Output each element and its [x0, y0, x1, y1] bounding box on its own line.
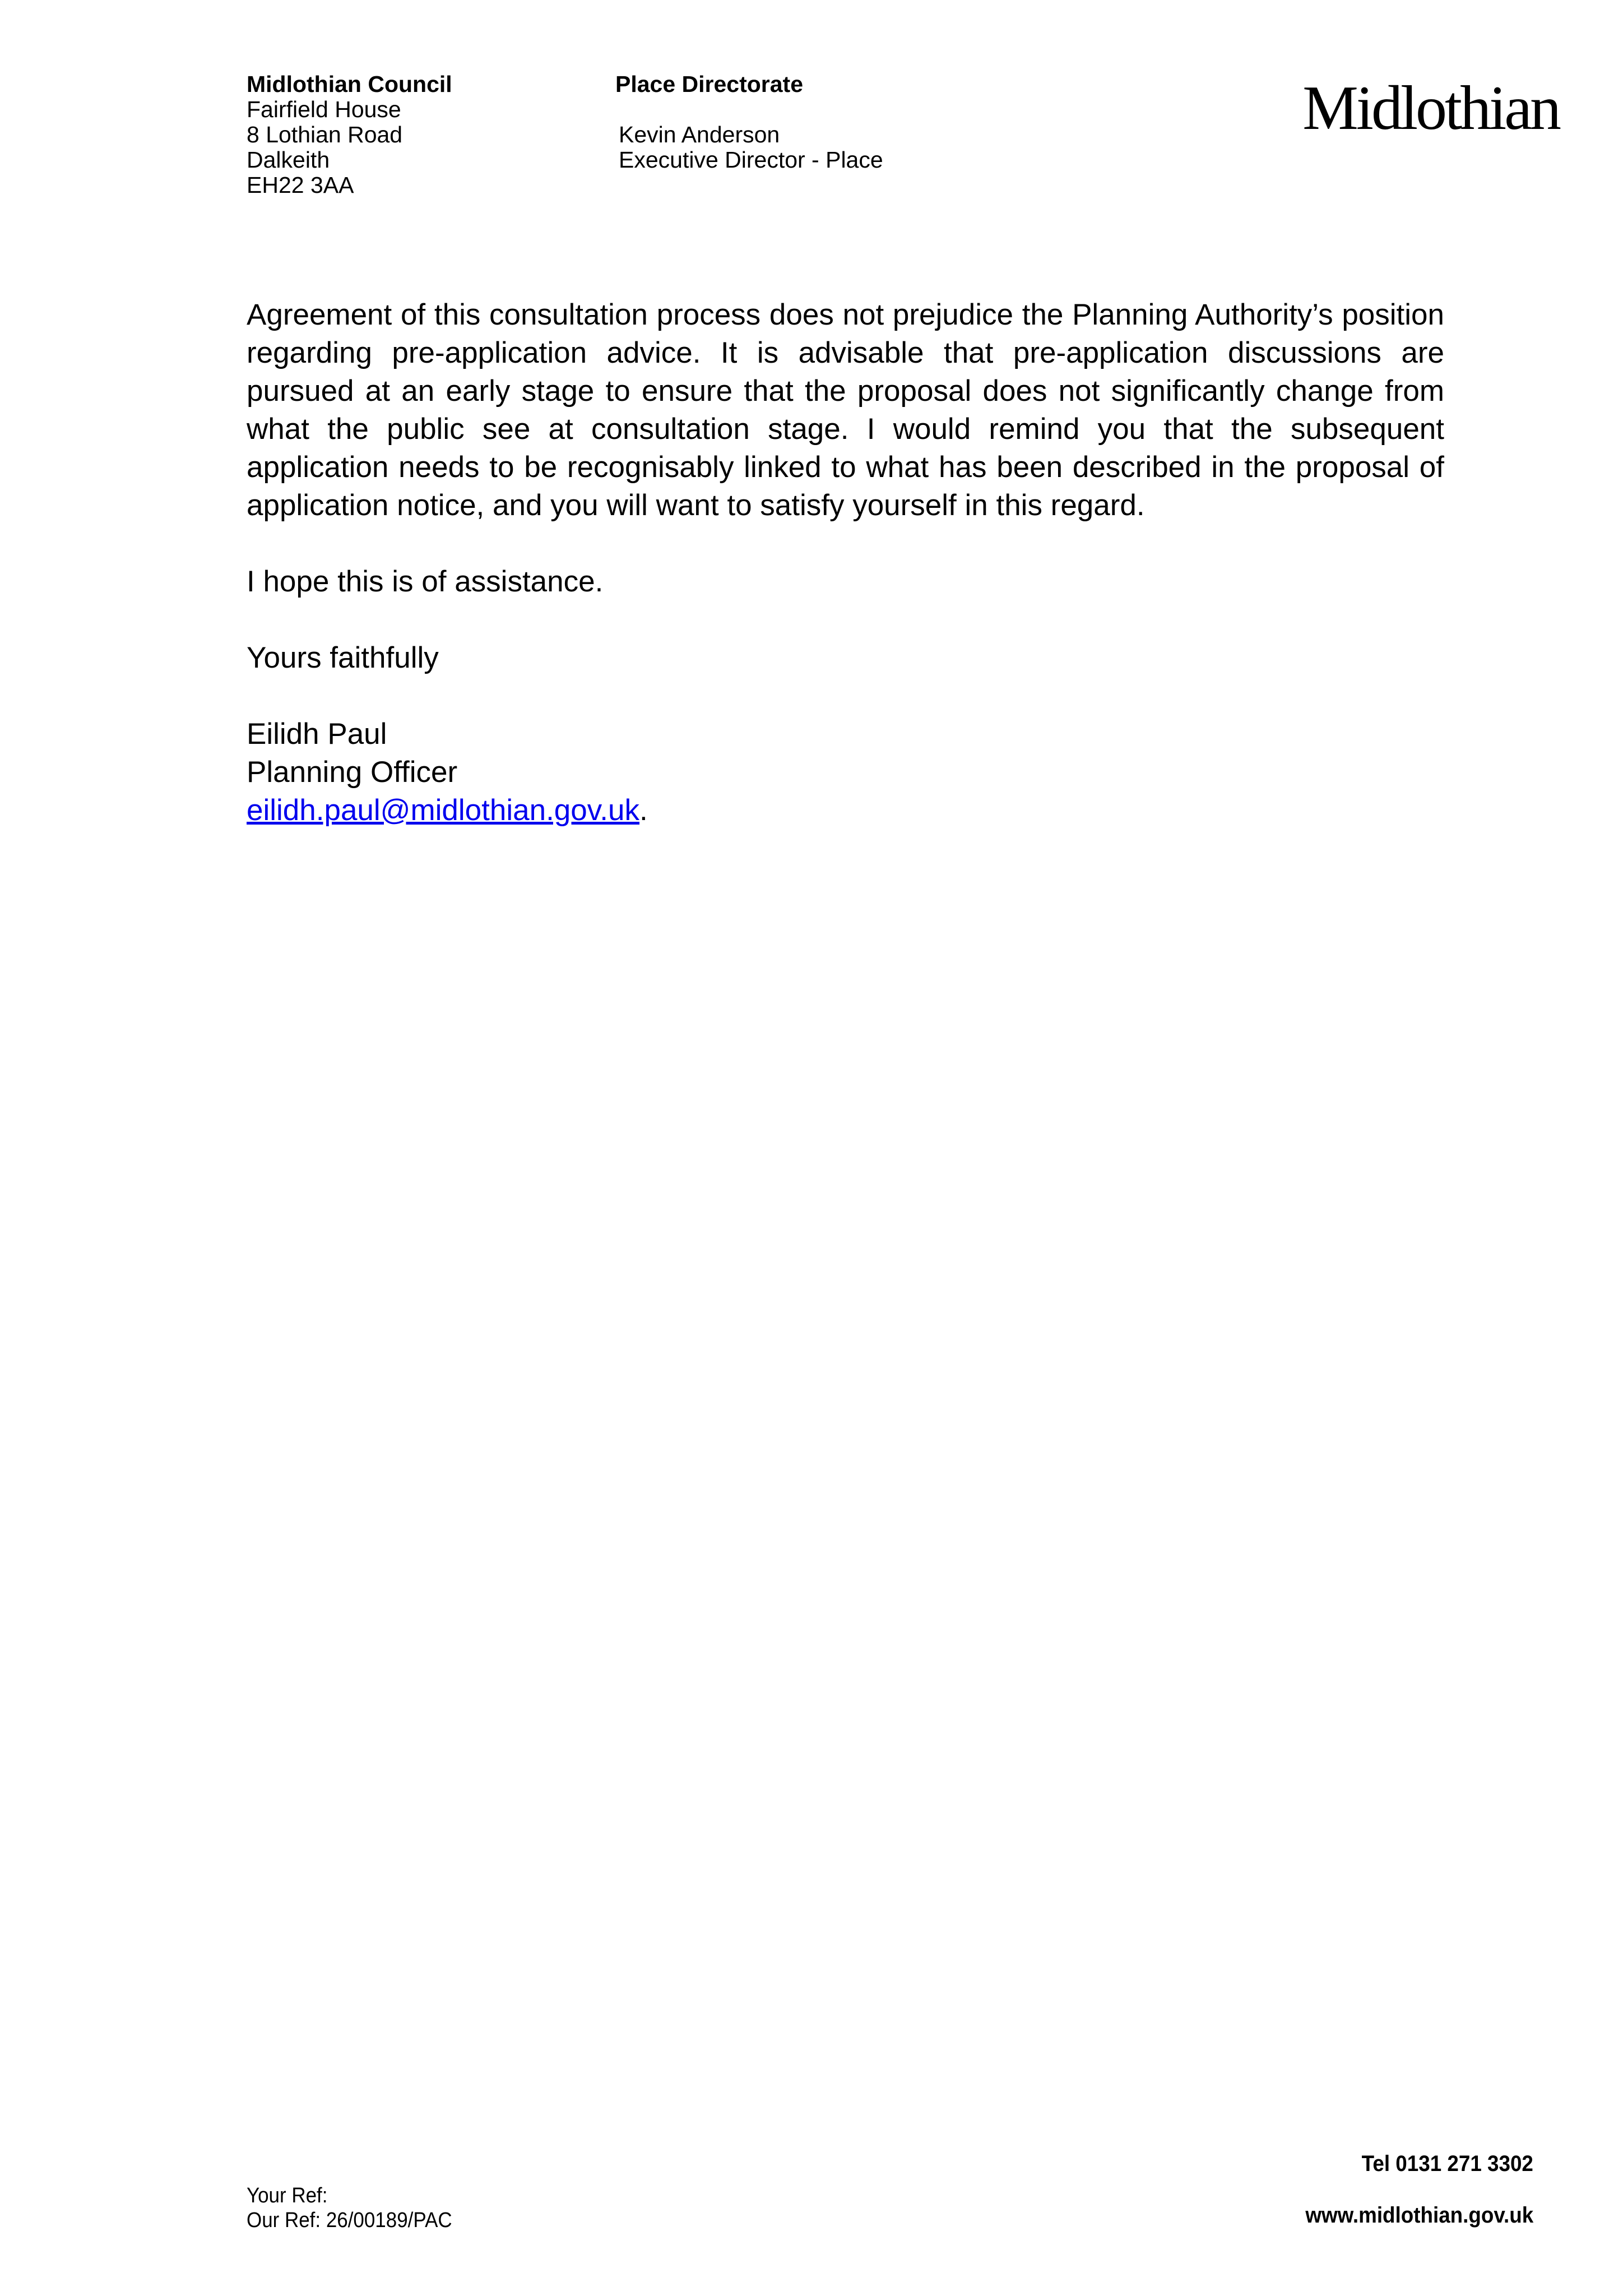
- director-role: Executive Director - Place: [619, 147, 883, 173]
- telephone-number: Tel 0131 271 3302: [1361, 2151, 1533, 2176]
- reference-block: [247, 2183, 452, 2233]
- email-trailing-period: .: [639, 794, 648, 827]
- address-line: Dalkeith: [247, 147, 330, 173]
- your-ref: Your Ref:: [247, 2184, 328, 2207]
- council-name: Midlothian Council: [247, 71, 452, 97]
- signature-block: [247, 715, 1444, 830]
- our-ref: Our Ref: 26/00189/PAC: [247, 2209, 452, 2232]
- director-name: Kevin Anderson: [619, 122, 780, 147]
- address-line: EH22 3AA: [247, 172, 354, 198]
- email-link[interactable]: eilidh.paul@midlothian.gov.uk: [247, 794, 640, 827]
- midlothian-logo: Midlothian: [1302, 73, 1559, 143]
- sign-off: Yours faithfully: [247, 641, 439, 674]
- signatory-role: Planning Officer: [247, 756, 458, 789]
- letter-body: [247, 296, 1444, 830]
- directorate-title: Place Directorate: [615, 71, 804, 97]
- website-link[interactable]: www.midlothian.gov.uk: [1305, 2203, 1533, 2228]
- signatory-email-line: [247, 791, 1444, 830]
- signatory-name: Eilidh Paul: [247, 718, 387, 751]
- body-paragraph: Agreement of this consultation process does not prejudice the Planning Authority’s position regarding pre-application advice. It is advisable that pre-application discussions are pursued at an early stage to ensure that the proposal does not significantly change from what the public see at consultation stage. I would remind you that the subsequent application needs to be recognisably linked to what has been described in the proposal of application notice, and you will want to satisfy yourself in this regard.: [247, 298, 1444, 522]
- address-line: Fairfield House: [247, 96, 401, 122]
- closing-hope: I hope this is of assistance.: [247, 565, 604, 598]
- directorate-block: [615, 72, 883, 173]
- council-address-block: [247, 72, 452, 198]
- address-line: 8 Lothian Road: [247, 122, 403, 147]
- directorate-spacer: [615, 97, 883, 122]
